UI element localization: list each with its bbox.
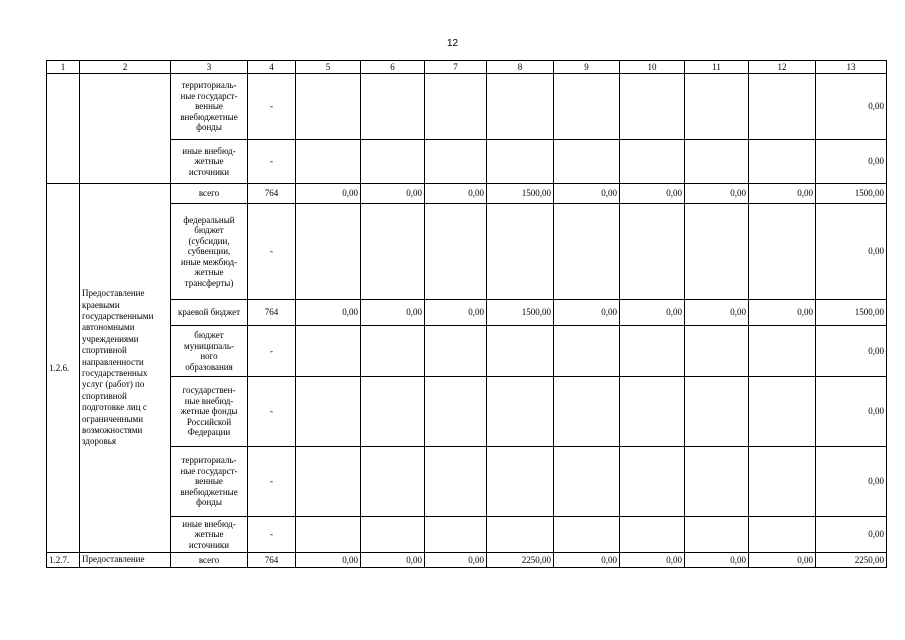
value-cell: 0,00 [620, 184, 685, 204]
value-cell [620, 140, 685, 184]
value-cell: 0,00 [816, 377, 887, 447]
value-cell [554, 517, 620, 553]
value-cell [425, 447, 487, 517]
value-cell [554, 140, 620, 184]
item-code-cell: 1.2.6. [47, 184, 80, 553]
item-name-cell: Предоставление [80, 553, 171, 568]
item-name-cell [80, 74, 171, 184]
value-cell [361, 447, 425, 517]
value-cell [425, 204, 487, 300]
value-cell [554, 204, 620, 300]
value-cell [620, 204, 685, 300]
value-cell: 1500,00 [816, 300, 887, 326]
value-cell: 0,00 [425, 184, 487, 204]
funding-source-cell: бюджет муниципаль- ного образования [171, 326, 248, 377]
code-cell: - [248, 326, 296, 377]
code-cell: - [248, 140, 296, 184]
value-cell [620, 326, 685, 377]
value-cell: 0,00 [361, 184, 425, 204]
value-cell [685, 377, 749, 447]
value-cell [685, 517, 749, 553]
value-cell: 2250,00 [816, 553, 887, 568]
column-header: 12 [749, 61, 816, 74]
item-code-cell: 1.2.7. [47, 553, 80, 568]
table-row [47, 74, 887, 140]
table-row [47, 184, 887, 204]
table-row [47, 553, 887, 568]
funding-source-cell: государствен- ные внебюд- жетные фонды Российской Федерации [171, 377, 248, 447]
value-cell: 0,00 [816, 326, 887, 377]
value-cell: 0,00 [296, 553, 361, 568]
value-cell: 0,00 [816, 447, 887, 517]
table-row [47, 517, 887, 553]
value-cell [487, 74, 554, 140]
value-cell [425, 74, 487, 140]
value-cell [749, 74, 816, 140]
funding-source-cell: всего [171, 184, 248, 204]
value-cell: 0,00 [685, 553, 749, 568]
value-cell [554, 377, 620, 447]
value-cell: 0,00 [685, 184, 749, 204]
value-cell [487, 326, 554, 377]
page-number: 12 [446, 38, 459, 49]
value-cell: 2250,00 [487, 553, 554, 568]
column-header: 7 [425, 61, 487, 74]
column-header: 11 [685, 61, 749, 74]
funding-source-cell: краевой бюджет [171, 300, 248, 326]
value-cell [296, 74, 361, 140]
value-cell: 0,00 [749, 300, 816, 326]
funding-source-cell: территориаль- ные государст- венные внебюджетные фонды [171, 447, 248, 517]
value-cell: 0,00 [554, 184, 620, 204]
value-cell [425, 140, 487, 184]
value-cell [296, 447, 361, 517]
value-cell: 0,00 [554, 300, 620, 326]
value-cell [487, 204, 554, 300]
value-cell [685, 204, 749, 300]
value-cell [749, 377, 816, 447]
column-header: 6 [361, 61, 425, 74]
funding-source-cell: территориаль- ные государст- венные внебюджетные фонды [171, 74, 248, 140]
code-cell: 764 [248, 553, 296, 568]
value-cell [296, 140, 361, 184]
code-cell: - [248, 74, 296, 140]
code-cell: - [248, 517, 296, 553]
header-row [47, 61, 887, 74]
column-header: 13 [816, 61, 887, 74]
value-cell: 0,00 [620, 300, 685, 326]
value-cell: 0,00 [749, 553, 816, 568]
value-cell: 0,00 [425, 553, 487, 568]
value-cell: 0,00 [816, 140, 887, 184]
code-cell: 764 [248, 300, 296, 326]
value-cell: 0,00 [620, 553, 685, 568]
table-row [47, 377, 887, 447]
value-cell [296, 204, 361, 300]
value-cell: 0,00 [361, 300, 425, 326]
table-row [47, 447, 887, 517]
value-cell: 0,00 [685, 300, 749, 326]
value-cell [487, 140, 554, 184]
value-cell [425, 377, 487, 447]
column-header: 2 [80, 61, 171, 74]
value-cell: 0,00 [425, 300, 487, 326]
value-cell [749, 517, 816, 553]
value-cell: 0,00 [816, 517, 887, 553]
column-header: 4 [248, 61, 296, 74]
value-cell: 1500,00 [816, 184, 887, 204]
value-cell: 0,00 [361, 553, 425, 568]
value-cell [620, 447, 685, 517]
value-cell [296, 377, 361, 447]
code-cell: - [248, 377, 296, 447]
value-cell [361, 326, 425, 377]
value-cell [620, 74, 685, 140]
code-cell: 764 [248, 184, 296, 204]
code-cell: - [248, 204, 296, 300]
column-header: 5 [296, 61, 361, 74]
value-cell [487, 377, 554, 447]
value-cell [487, 517, 554, 553]
value-cell [361, 204, 425, 300]
value-cell [685, 447, 749, 517]
value-cell [425, 517, 487, 553]
value-cell [487, 447, 554, 517]
column-header: 3 [171, 61, 248, 74]
value-cell [620, 377, 685, 447]
value-cell: 1500,00 [487, 300, 554, 326]
value-cell [361, 140, 425, 184]
value-cell [425, 326, 487, 377]
budget-table [46, 60, 887, 568]
column-header: 10 [620, 61, 685, 74]
value-cell: 1500,00 [487, 184, 554, 204]
value-cell [361, 517, 425, 553]
value-cell: 0,00 [816, 204, 887, 300]
funding-source-cell: федеральный бюджет (субсидии, субвенции, иные межбюд- жетные трансферты) [171, 204, 248, 300]
column-header: 9 [554, 61, 620, 74]
table-row [47, 300, 887, 326]
table-body [47, 74, 887, 568]
value-cell [749, 447, 816, 517]
column-header: 1 [47, 61, 80, 74]
column-header: 8 [487, 61, 554, 74]
value-cell: 0,00 [296, 184, 361, 204]
code-cell: - [248, 447, 296, 517]
table-row [47, 204, 887, 300]
value-cell [749, 204, 816, 300]
value-cell: 0,00 [296, 300, 361, 326]
value-cell [749, 326, 816, 377]
funding-source-cell: иные внебюд- жетные источники [171, 140, 248, 184]
funding-source-cell: иные внебюд- жетные источники [171, 517, 248, 553]
value-cell [620, 517, 685, 553]
value-cell [361, 377, 425, 447]
funding-source-cell: всего [171, 553, 248, 568]
value-cell [296, 517, 361, 553]
item-code-cell [47, 74, 80, 184]
value-cell: 0,00 [554, 553, 620, 568]
value-cell [361, 74, 425, 140]
table-row [47, 140, 887, 184]
item-name-cell: Предоставление краевыми государственными автономными учреждениями спортивной направленности государственных услуг (работ) по спортивной подготовке лиц с ограниченными возможностями здоровья [80, 184, 171, 553]
value-cell [554, 74, 620, 140]
value-cell: 0,00 [816, 74, 887, 140]
table-row [47, 326, 887, 377]
value-cell [296, 326, 361, 377]
value-cell [554, 326, 620, 377]
value-cell [554, 447, 620, 517]
value-cell: 0,00 [749, 184, 816, 204]
value-cell [749, 140, 816, 184]
value-cell [685, 74, 749, 140]
value-cell [685, 326, 749, 377]
value-cell [685, 140, 749, 184]
